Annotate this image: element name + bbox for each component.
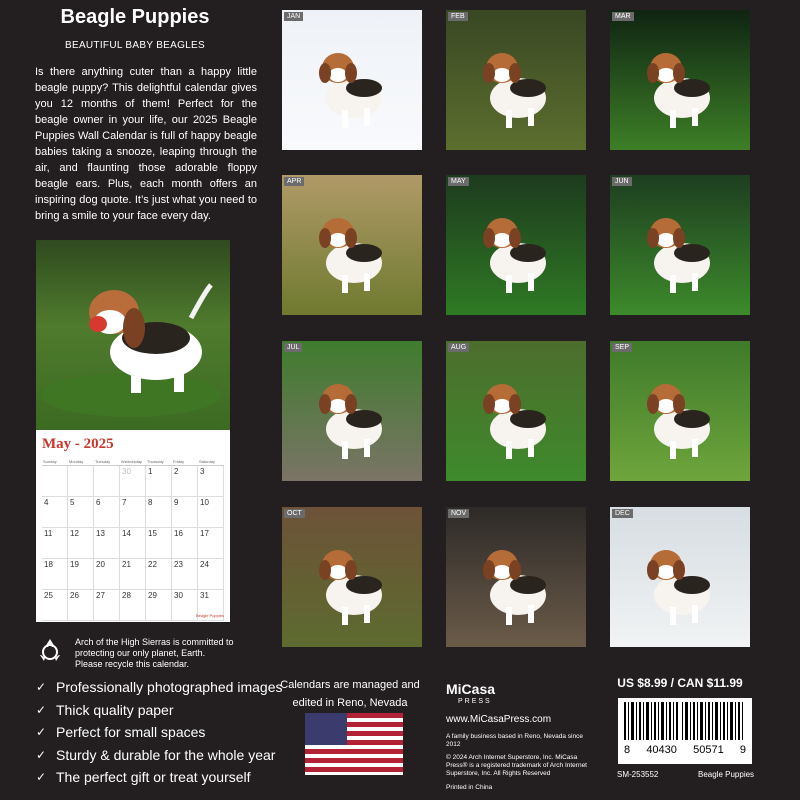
- calendar-day-cell: 12: [68, 528, 94, 559]
- calendar-day-cell: 17: [198, 528, 224, 559]
- calendar-day-cell: 19: [68, 559, 94, 590]
- month-label: MAR: [612, 12, 634, 21]
- calendar-day-cell: 11: [42, 528, 68, 559]
- month-label: APR: [284, 177, 304, 186]
- product-title: Beagle Puppies: [60, 6, 210, 28]
- calendar-day-cell: 4: [42, 497, 68, 528]
- beagle-image: [610, 507, 750, 647]
- price: US $8.99 / CAN $11.99: [617, 676, 743, 690]
- month-photo-aug: [446, 341, 586, 481]
- calendar-day-cell: 15: [146, 528, 172, 559]
- calendar-day-cell: 13: [94, 528, 120, 559]
- calendar-day-cell: [68, 466, 94, 497]
- calendar-weekday-2: Tuesday: [94, 458, 120, 466]
- beagle-image: [282, 175, 422, 315]
- feature-label: The perfect gift or treat yourself: [56, 769, 251, 786]
- recycle-icon: [36, 636, 64, 664]
- barcode-digits: [618, 744, 752, 756]
- calendar-weekday-5: Friday: [172, 458, 198, 466]
- calendar-day-cell: 3: [198, 466, 224, 497]
- beagle-image: [446, 507, 586, 647]
- month-photo-jun: [610, 175, 750, 315]
- feature-item: [36, 744, 282, 767]
- calendar-day-cell: 21: [120, 559, 146, 590]
- publisher-legal: © 2024 Arch Internet Superstore, Inc. MiCasa Press® is a registered trademark of Arch Internet Superstore, Inc. All Rights Reserved: [446, 754, 587, 777]
- calendar-brand: Beagle Puppies: [195, 613, 224, 618]
- calendar-weekday-1: Monday: [68, 458, 94, 466]
- month-photo-apr: [282, 175, 422, 315]
- feature-item: [36, 766, 282, 789]
- calendar-day-cell: 6: [94, 497, 120, 528]
- check-icon: ✓: [36, 680, 47, 695]
- calendar-day-cell: 24: [198, 559, 224, 590]
- month-photo-dec: [610, 507, 750, 647]
- publisher-logo-sub: PRESS: [458, 698, 492, 705]
- calendar-day-cell: 16: [172, 528, 198, 559]
- feature-label: Perfect for small spaces: [56, 724, 206, 741]
- calendar-day-cell: [42, 466, 68, 497]
- month-label: JUN: [612, 177, 632, 186]
- month-label: MAY: [448, 177, 469, 186]
- beagle-image: [282, 341, 422, 481]
- month-photo-jan: [282, 10, 422, 150]
- month-photo-nov: [446, 507, 586, 647]
- check-icon: ✓: [36, 747, 47, 762]
- calendar-day-cell: 28: [120, 590, 146, 621]
- calendar-day-cell: [94, 466, 120, 497]
- beagle-feature-image: [36, 240, 230, 430]
- month-label: JUL: [284, 343, 302, 352]
- check-icon: ✓: [36, 725, 47, 740]
- month-photo-sep: [610, 341, 750, 481]
- month-photo-feb: [446, 10, 586, 150]
- calendar-day-cell: 8: [146, 497, 172, 528]
- calendar-weekday-0: Sunday: [42, 458, 68, 466]
- sku: SM-253552: [617, 770, 659, 779]
- month-label: JAN: [284, 12, 303, 21]
- barcode-digit-4: 9: [739, 744, 746, 756]
- calendar-grid: [42, 458, 224, 621]
- month-photo-oct: [282, 507, 422, 647]
- us-flag-icon: [305, 713, 403, 775]
- feature-label: Professionally photographed images: [56, 679, 283, 696]
- month-label: OCT: [284, 509, 305, 518]
- calendar-day-cell: 23: [172, 559, 198, 590]
- calendar-weekday-6: Saturday: [198, 458, 224, 466]
- calendar-day-cell: 5: [68, 497, 94, 528]
- beagle-image: [282, 10, 422, 150]
- publisher-website[interactable]: www.MiCasaPress.com: [446, 714, 552, 725]
- product-subtitle: BEAUTIFUL BABY BEAGLES: [65, 40, 205, 51]
- calendar-day-cell: 27: [94, 590, 120, 621]
- feature-photo: [36, 240, 230, 430]
- barcode-digit-3: 50571: [693, 744, 724, 756]
- calendar-day-cell: 18: [42, 559, 68, 590]
- beagle-image: [282, 507, 422, 647]
- product-name: Beagle Puppies: [698, 770, 755, 779]
- month-label: SEP: [612, 343, 632, 352]
- calendar-day-cell: 31: [198, 590, 224, 621]
- calendar-month-title: May - 2025: [42, 436, 114, 452]
- beagle-image: [446, 175, 586, 315]
- calendar-day-cell: 1: [146, 466, 172, 497]
- calendar-day-cell: 14: [120, 528, 146, 559]
- beagle-image: [610, 175, 750, 315]
- feature-item: [36, 699, 282, 722]
- publisher-logo: MiCasa: [446, 681, 496, 697]
- month-photo-mar: [610, 10, 750, 150]
- calendar-preview: [36, 430, 230, 622]
- check-icon: ✓: [36, 770, 47, 785]
- recycle-note: Arch of the High Sierras is committed to protecting our only planet, Earth. Please recycle this calendar.: [75, 637, 234, 669]
- publisher-tagline: A family business based in Reno, Nevada since 2012: [446, 733, 583, 748]
- feature-label: Thick quality paper: [56, 701, 174, 718]
- month-label: DEC: [612, 509, 633, 518]
- calendar-day-cell: 2: [172, 466, 198, 497]
- calendar-day-cell: 7: [120, 497, 146, 528]
- calendar-weekday-4: Thursday: [146, 458, 172, 466]
- feature-label: Sturdy & durable for the whole year: [56, 746, 276, 763]
- calendar-day-cell: 25: [42, 590, 68, 621]
- calendar-day-cell: 29: [146, 590, 172, 621]
- check-icon: ✓: [36, 702, 47, 717]
- calendar-day-cell: 10: [198, 497, 224, 528]
- calendar-weekday-3: Wednesday: [120, 458, 146, 466]
- managed-note: Calendars are managed and edited in Reno, Nevada: [280, 679, 420, 709]
- feature-item: [36, 676, 282, 699]
- barcode-digit-1: 8: [624, 744, 631, 756]
- printed-in: Printed in China: [446, 784, 493, 791]
- feature-item: [36, 721, 282, 744]
- month-label: AUG: [448, 343, 469, 352]
- product-description: Is there anything cuter than a happy little beagle puppy? This delightful calendar gives you 12 months of them! Perfect for the beagle owner in your life, our 2025 Beagle Puppies Wall Calendar is full of happy beagle babies taking a snooze, leaping through the air, and flaunting those adorable floppy beagle ears. Plus, each month offers an inspiring dog quote. It’s just what you need to bring a smile to your face every day.: [35, 66, 257, 222]
- calendar-day-cell: 30: [172, 590, 198, 621]
- calendar-day-cell: 20: [94, 559, 120, 590]
- calendar-day-cell: 22: [146, 559, 172, 590]
- calendar-day-cell: 30: [120, 466, 146, 497]
- month-photo-may: [446, 175, 586, 315]
- beagle-image: [610, 10, 750, 150]
- month-photo-jul: [282, 341, 422, 481]
- beagle-image: [610, 341, 750, 481]
- month-label: FEB: [448, 12, 468, 21]
- barcode-digit-2: 40430: [646, 744, 677, 756]
- calendar-day-cell: 9: [172, 497, 198, 528]
- features-list: [36, 676, 282, 789]
- beagle-image: [446, 10, 586, 150]
- month-label: NOV: [448, 509, 469, 518]
- calendar-day-cell: 26: [68, 590, 94, 621]
- beagle-image: [446, 341, 586, 481]
